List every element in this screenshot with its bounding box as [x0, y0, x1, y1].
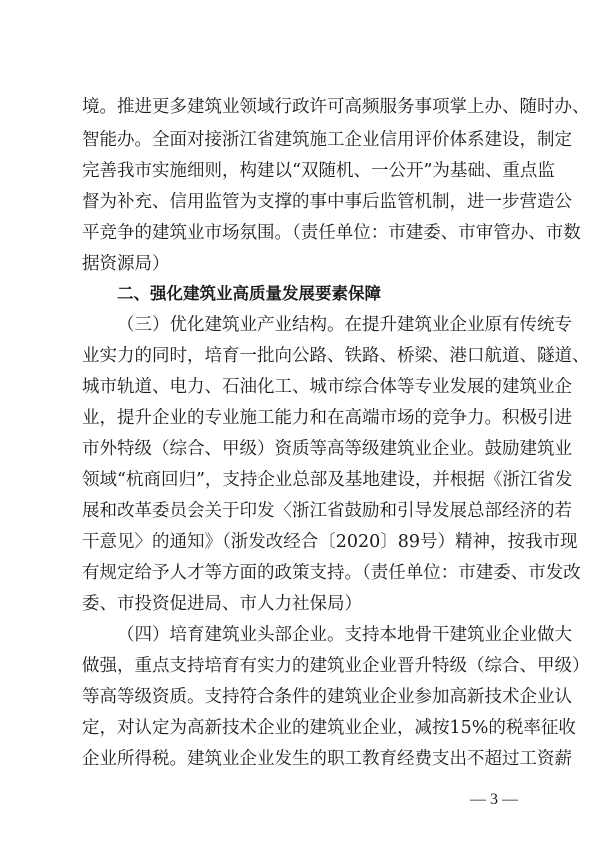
body-text-line: 等高等级资质。支持符合条件的建筑业企业参加高新技术企业认	[82, 687, 572, 707]
body-text-line: 干意见〉的通知》（浙发改经合〔2020〕89号）精神，按我市现	[82, 532, 578, 552]
body-text-line: 业实力的同时，培育一批向公路、铁路、桥梁、港口航道、隧道、	[82, 346, 590, 366]
body-text-line: 定，对认定为高新技术企业的建筑业企业，减按15%的税率征收	[82, 718, 576, 738]
body-text-line: 平竞争的建筑业市场氛围。（责任单位：市建委、市审管办、市数	[82, 223, 581, 243]
body-text-line: 完善我市实施细则，构建以“双随机、一公开”为基础、重点监	[82, 161, 555, 181]
body-text-line: 智能办。全面对接浙江省建筑施工企业信用评价体系建设，制定	[82, 130, 572, 150]
body-text-line: 领域“杭商回归”，支持企业总部及基地建设，并根据《浙江省发	[82, 470, 573, 490]
body-text-line: 做强，重点支持培育有实力的建筑业企业晋升特级（综合、甲级）	[82, 656, 590, 676]
page-number: — 3 —	[470, 791, 518, 808]
paragraph-start-line: （三）优化建筑业产业结构。在提升建筑业企业原有传统专	[117, 315, 572, 335]
body-text-line: 据资源局）	[82, 254, 170, 274]
body-text-line: 市外特级（综合、甲级）资质等高等级建筑业企业。鼓励建筑业	[82, 439, 572, 459]
body-text-line: 业，提升企业的专业施工能力和在高端市场的竞争力。积极引进	[82, 408, 572, 428]
body-text-line: 境。推进更多建筑业领域行政许可高频服务事项掌上办、随时办、	[82, 97, 590, 117]
body-text-line: 有规定给予人才等方面的政策支持。（责任单位：市建委、市发改	[82, 563, 581, 583]
body-text-line: 城市轨道、电力、石油化工、城市综合体等专业发展的建筑业企	[82, 377, 572, 397]
body-text-line: 督为补充、信用监管为支撑的事中事后监管机制，进一步营造公	[82, 192, 572, 212]
body-text-line: 企业所得税。建筑业企业发生的职工教育经费支出不超过工资薪	[82, 749, 572, 769]
body-text-line: 委、市投资促进局、市人力社保局）	[82, 594, 362, 614]
paragraph-start-line: （四）培育建筑业头部企业。支持本地骨干建筑业企业做大	[117, 625, 572, 645]
section-heading: 二、强化建筑业高质量发展要素保障	[117, 284, 381, 303]
body-text-line: 展和改革委员会关于印发〈浙江省鼓励和引导发展总部经济的若	[82, 501, 572, 521]
